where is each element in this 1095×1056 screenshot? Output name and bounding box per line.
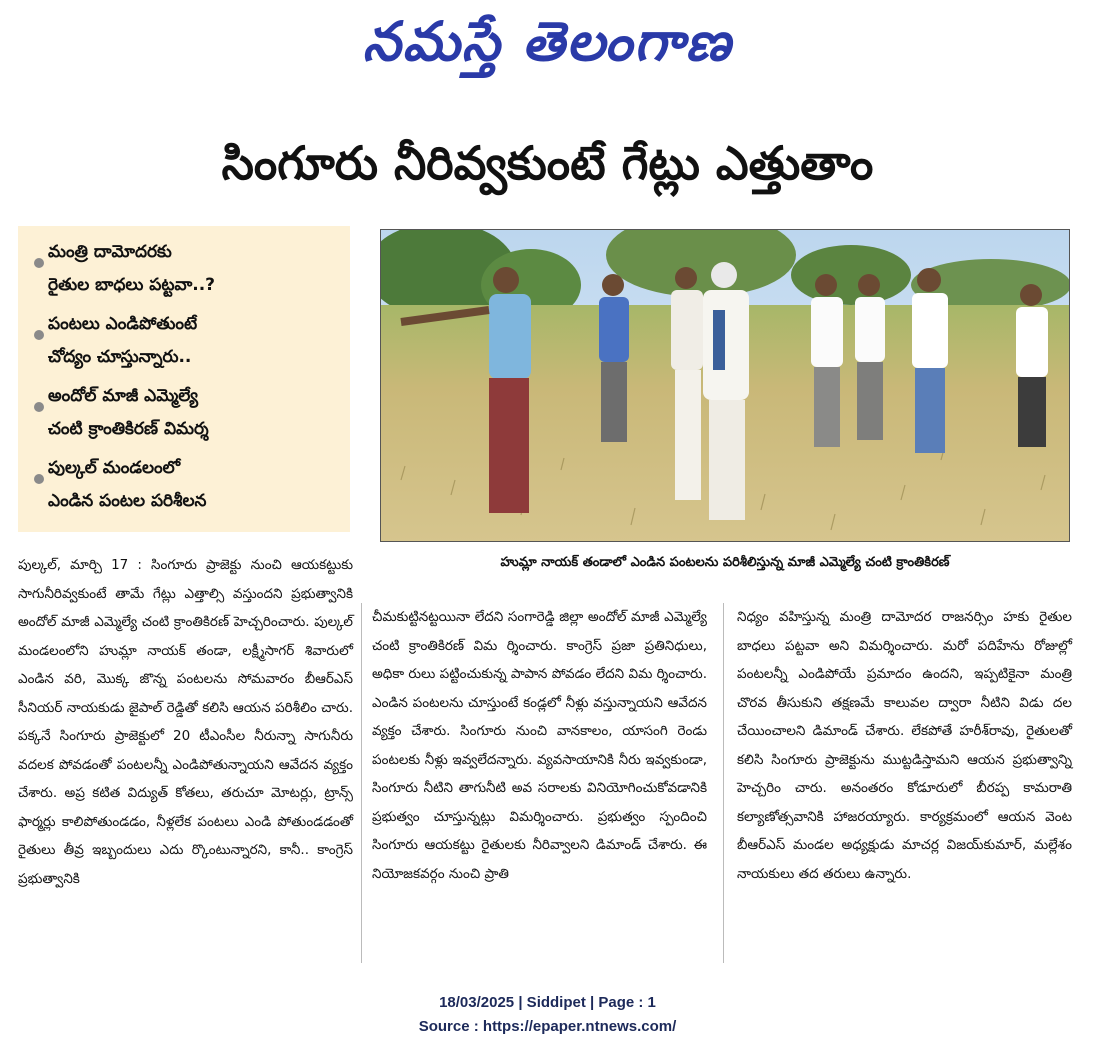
highlight-line: ఎండిన పంటల పరిశీలన <box>48 491 207 511</box>
highlight-line: మంత్రి దామోదరకు <box>48 242 172 262</box>
highlight-item <box>48 380 340 446</box>
highlight-item <box>48 452 340 518</box>
column-divider <box>361 603 362 963</box>
highlight-item <box>48 308 340 374</box>
article-column-1 <box>18 551 353 893</box>
bullet-icon <box>34 258 44 268</box>
article-headline: సింగూరు నీరివ్వకుంటే గేట్లు ఎత్తుతాం <box>221 136 874 190</box>
highlight-line: అందోల్ మాజీ ఎమ్మెల్యే <box>48 386 199 406</box>
footer-source-link[interactable]: Source : https://epaper.ntnews.com/ <box>418 1018 677 1035</box>
article-column-2 <box>372 603 707 888</box>
photo-caption: హుమ్లా నాయక్ తండాలో ఎండిన పంటలను పరిశీలిస్తున్న మాజీ ఎమ్మెల్యే చంటి క్రాంతికిరణ్ <box>500 555 950 570</box>
article-column-3 <box>737 603 1072 888</box>
bullet-icon <box>34 402 44 412</box>
bullet-icon <box>34 330 44 340</box>
highlights-box <box>18 226 350 532</box>
article-body-text: నిధ్యం వహిస్తున్న మంత్రి దామోదర రాజనర్సిం హకు రైతుల బాధలు పట్టవా అని విమర్శించారు. మరో పదిహేను రోజుల్లో పంటలన్నీ ఎండిపోయే ప్రమాదం ఉందని, ఇప్పటికైనా మంత్రి చొరవ తీసుకుని తక్షణమే కాలువల ద్వారా నీటిని విడు దల చేయించాలని డిమాండ్ చేశారు. లేకపోతే హరీశ్‌రావు, రైతులతో కలిసి సింగూరు ప్రాజెక్టును ముట్టడిస్తామని ఆయన ప్రభుత్వాన్ని హెచ్చరిం చారు. అనంతరం కోడూరులో బీరప్ప కామరాతి కల్యాణోత్సవానికి హాజరయ్యారు. కార్యక్రమంలో ఆయన వెంట బీఆర్ఎస్ మండల అధ్యక్షుడు మాచర్ల విజయ్‌కుమార్, మల్లేశం నాయకులు తద తరులు ఉన్నారు. <box>737 609 1072 882</box>
footer-dateline: 18/03/2025 | Siddipet | Page : 1 <box>439 994 656 1011</box>
article-photo <box>380 229 1070 542</box>
article-body-text: చీమకుట్టినట్టయినా లేదని సంగారెడ్డి జిల్లా అందోల్ మాజీ ఎమ్మెల్యే చంటి క్రాంతికిరణ్ విమ ర్శించారు. కాంగ్రెస్ ప్రజా ప్రతినిధులు, అధికా రులు పట్టించుకున్న పాపాన పోవడం లేదని విమ ర్శించారు. ఎండిన పంటలను చూస్తుంటే కండ్లలో నీళ్లు వస్తున్నాయని ఆవేదన వ్యక్తం చేశారు. సింగూరు నుంచి వానకాలం, యాసంగి రెండు పంటలకు నీళ్లు ఇవ్వలేదన్నారు. వ్యవసాయానికి నీరు ఇవ్వకుండా, సింగూరు నీటిని తాగునీటి అవ సరాలకు వినియోగించుకోవడానికి ప్రభుత్వం చూస్తున్నట్లు విమర్శించారు. ప్రభుత్వం స్పందించి సింగూరు ఆయకట్టు రైతులకు నీరివ్వాలని డిమాండ్ చేశారు. ఈ నియోజకవర్గం నుంచి ప్రాతి <box>372 609 707 882</box>
highlight-line: చోద్యం చూస్తున్నారు.. <box>48 347 192 367</box>
bullet-icon <box>34 474 44 484</box>
column-divider <box>723 603 724 963</box>
article-body-text: పుల్కల్, మార్చి 17 : సింగూరు ప్రాజెక్టు నుంచి ఆయకట్టుకు సాగునీరివ్వకుంటే తామే గేట్లు ఎత్తాల్సి వస్తుందని ప్రభుత్వానికి అందోల్ మాజీ ఎమ్మెల్యే చంటి క్రాంతికిరణ్ హెచ్చరించారు. పుల్కల్ మండలంలోని హుమ్లా నాయక్ తండా, లక్ష్మీసాగర్ శివారులో ఎండిన వరి, మొక్క జొన్న పంటలను సోమవారం బీఆర్ఎస్ సీనియర్ నాయకుడు జైపాల్ రెడ్డితో కలిసి ఆయన పరిశీలిం చారు. పక్కనే సింగూరు ప్రాజెక్టులో 20 టీఎంసీల నీరున్నా సాగునీరు వదలక పోవడంతో పంటలన్నీ ఎండిపోతున్నాయని ఆవేదన వ్యక్తం చేశారు. అప్ర కటిత విద్యుత్ కోతలు, తరుచూ మోటర్లు, ట్రాన్స్ ఫార్మర్లు కాలిపోతుండడం, నీళ్లలేక పంటలు ఎండి పోతుండడంతో రైతులు తీవ్ర ఇబ్బందులు ఎదు ర్కొంటున్నారని, కానీ.. కాంగ్రెస్ ప్రభుత్వానికి <box>18 557 353 887</box>
highlight-line: చంటి క్రాంతికిరణ్ విమర్శ <box>48 419 209 439</box>
masthead-logo: నమస్తే తెలంగాణ <box>362 9 733 73</box>
highlight-line: రైతుల బాధలు పట్టవా..? <box>48 275 216 295</box>
highlight-line: పంటలు ఎండిపోతుంటే <box>48 314 198 334</box>
highlight-line: పుల్కల్ మండలంలో <box>48 458 181 478</box>
highlight-item <box>48 236 340 302</box>
